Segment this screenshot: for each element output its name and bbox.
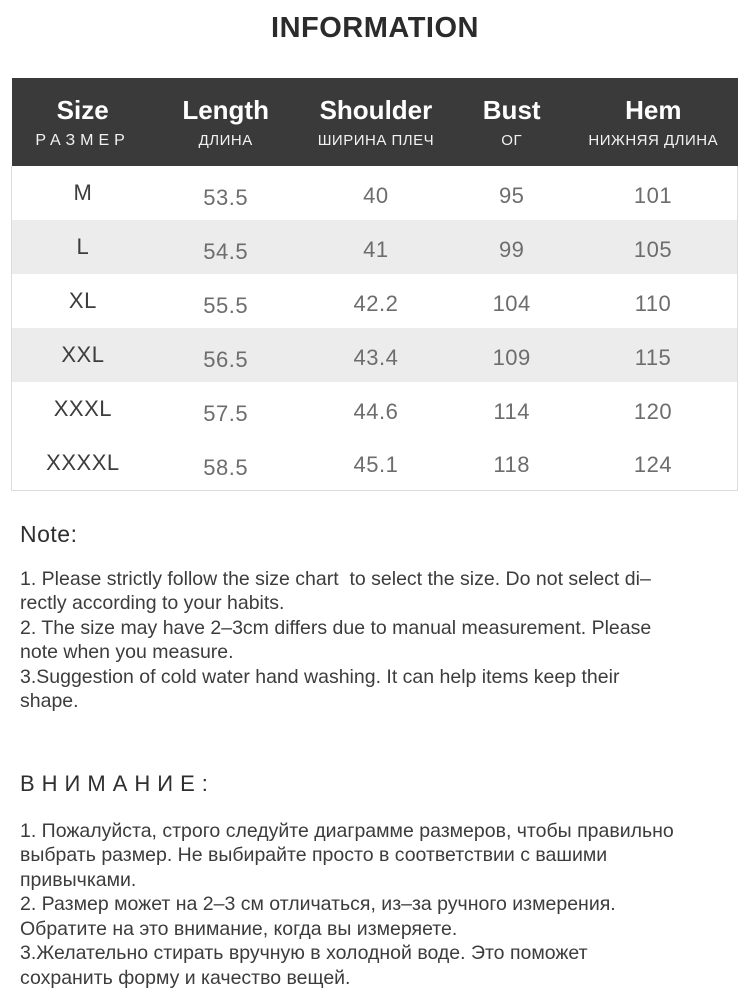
cell-shoulder: 45.1 <box>298 436 455 490</box>
note-line: привычками. <box>20 868 137 891</box>
note-section-english <box>20 521 732 714</box>
column-header-bust <box>454 78 569 166</box>
cell-size: XXL <box>12 328 154 382</box>
note-heading: Note: <box>20 520 78 547</box>
column-header-shoulder-en: Shoulder <box>319 95 433 125</box>
column-header-hem-en: Hem <box>625 95 682 125</box>
note-line: 1. Please strictly follow the size chart to select the size. Do not select di– <box>20 567 651 590</box>
cell-length: 53.5 <box>203 185 249 210</box>
note-line: note when you measure. <box>20 641 234 663</box>
table-row-xxxxl <box>12 436 738 490</box>
cell-hem: 110 <box>569 274 737 328</box>
cell-shoulder: 42.2 <box>353 290 399 316</box>
column-header-bust-ru: ОГ <box>501 132 523 149</box>
note-body-russian <box>20 819 732 991</box>
column-header-hem-ru: НИЖНЯЯ ДЛИНА <box>588 132 719 149</box>
cell-hem: 101 <box>569 166 737 220</box>
cell-hem: 115 <box>569 328 737 382</box>
cell-hem: 124 <box>569 436 737 490</box>
cell-shoulder: 43.4 <box>353 344 399 370</box>
column-header-length-ru: ДЛИНА <box>198 132 253 149</box>
note-line: 3.Suggestion of cold water hand washing. It can help items keep their <box>20 665 620 688</box>
cell-length: 55.5 <box>203 293 249 318</box>
table-row-xl <box>12 274 738 328</box>
note-line: rectly according to your habits. <box>20 592 285 614</box>
cell-bust: 118 <box>454 436 569 490</box>
column-header-shoulder-ru: ШИРИНА ПЛЕЧ <box>317 132 435 149</box>
note-line: 3.Желательно стирать вручную в холодной воде. Это поможет <box>20 942 588 964</box>
column-header-length <box>154 78 298 166</box>
note-body-english <box>20 567 732 714</box>
cell-hem: 120 <box>569 382 737 436</box>
table-header-row <box>12 78 738 166</box>
table-row-xxxl <box>12 382 738 436</box>
cell-bust: 104 <box>492 290 531 316</box>
note-line: shape. <box>20 690 79 712</box>
size-chart-table <box>11 78 738 491</box>
cell-size: M <box>12 166 154 220</box>
cell-length: 57.5 <box>203 401 249 426</box>
column-header-bust-en: Bust <box>482 95 541 125</box>
table-header <box>12 78 738 166</box>
cell-size: XXXXL <box>12 436 154 490</box>
note-section-russian <box>20 771 732 991</box>
column-header-size-ru: РАЗМЕР <box>35 131 130 149</box>
cell-hem: 105 <box>569 220 737 274</box>
note-line: сохранить форму и качество вещей. <box>20 966 351 989</box>
cell-size: XXXL <box>12 382 154 436</box>
cell-size: XL <box>12 274 154 328</box>
column-header-shoulder <box>298 78 455 166</box>
column-header-size <box>12 78 154 166</box>
cell-bust: 95 <box>498 182 525 208</box>
note-line: выбрать размер. Не выбирайте просто в соответствии с вашими <box>20 844 608 866</box>
cell-bust: 109 <box>492 344 531 370</box>
cell-size: L <box>12 220 154 274</box>
note-line: 2. The size may have 2–3cm differs due to manual measurement. Please <box>20 616 652 639</box>
cell-bust: 114 <box>493 398 530 424</box>
cell-shoulder: 41 <box>363 236 389 262</box>
column-header-hem <box>569 78 737 166</box>
cell-length: 54.5 <box>203 239 249 264</box>
table-row-m <box>12 166 738 220</box>
note-line: Обратите на это внимание, когда вы измеряете. <box>20 917 458 940</box>
column-header-length-en: Length <box>182 95 269 125</box>
cell-length: 58.5 <box>154 436 298 490</box>
table-body <box>12 166 738 490</box>
cell-shoulder: 44.6 <box>353 398 399 424</box>
note-line: 1. Пожалуйста, строго следуйте диаграмме размеров, чтобы правильно <box>20 819 674 842</box>
size-information-page <box>0 12 750 1000</box>
cell-bust: 99 <box>498 236 525 262</box>
page-title: INFORMATION <box>271 12 479 44</box>
column-header-size-en: Size <box>56 94 109 125</box>
cell-shoulder: 40 <box>363 182 389 208</box>
table-row-xxl <box>12 328 738 382</box>
cell-length: 56.5 <box>203 347 249 372</box>
note-line: 2. Размер может на 2–3 см отличаться, из–за ручного измерения. <box>20 893 616 915</box>
table-row-l <box>12 220 738 274</box>
attention-heading: ВНИМАНИЕ: <box>20 770 215 796</box>
